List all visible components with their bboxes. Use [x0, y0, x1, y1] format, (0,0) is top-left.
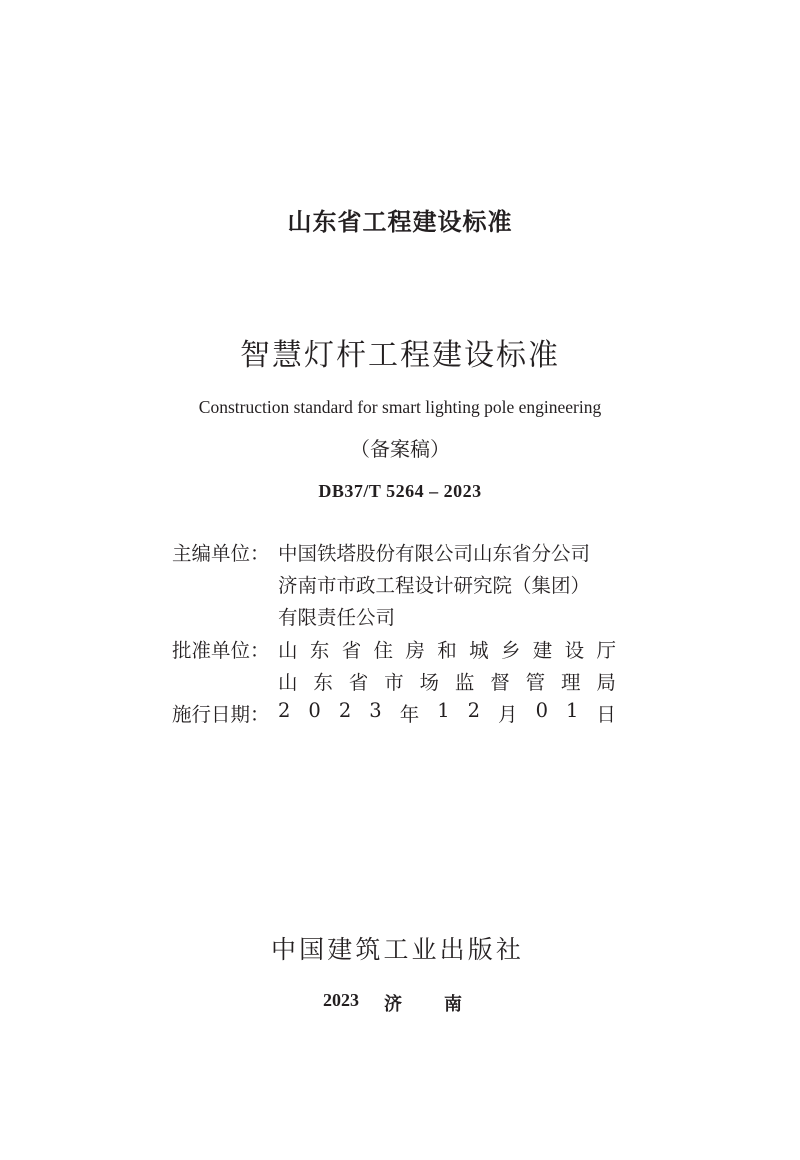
character: 2	[467, 699, 481, 722]
document-title: 智慧灯杆工程建设标准	[240, 338, 560, 373]
character: 房	[405, 639, 425, 662]
character: 1	[565, 699, 579, 722]
effective-date-label: 施行日期：	[172, 703, 270, 726]
character: 出	[439, 935, 465, 964]
approver-line	[278, 667, 616, 695]
character: 2	[278, 699, 291, 722]
character: 东	[313, 671, 333, 694]
character: 版	[467, 935, 493, 964]
approver-label: 批准单位：	[172, 639, 270, 662]
character: 工	[383, 935, 409, 964]
editor-label: 主编单位：	[172, 542, 270, 565]
draft-note: （备案稿）	[350, 437, 450, 461]
standard-code: DB37/T 5264 – 2023	[318, 481, 482, 501]
character: 场	[419, 671, 440, 694]
character: 筑	[355, 935, 381, 964]
character: 设	[564, 639, 585, 662]
imprint-city-char: 济	[384, 994, 402, 1014]
character: 山	[278, 639, 298, 662]
approver-line	[278, 635, 616, 663]
character: 省	[348, 671, 369, 694]
character: 城	[469, 639, 489, 662]
character: 建	[327, 935, 353, 964]
character: 0	[535, 699, 548, 722]
character: 和	[437, 639, 457, 662]
imprint-year: 2023	[323, 990, 359, 1010]
character: 业	[411, 935, 437, 964]
character: 督	[490, 671, 510, 694]
editor-line: 有限责任公司	[278, 606, 396, 629]
character: 3	[369, 699, 382, 722]
standard-series: 山东省工程建设标准	[287, 208, 513, 236]
character: 月	[498, 703, 518, 726]
publisher	[271, 930, 521, 966]
character: 监	[454, 671, 475, 694]
character: 1	[437, 699, 450, 722]
character: 东	[309, 639, 330, 662]
imprint-city-char: 南	[444, 994, 462, 1014]
character: 中	[271, 935, 297, 964]
character: 管	[525, 671, 546, 694]
character: 理	[561, 671, 581, 694]
character: 厅	[596, 639, 616, 662]
english-title: Construction standard for smart lighting pole engineering	[198, 397, 602, 417]
character: 山	[278, 671, 298, 694]
character: 日	[596, 703, 616, 726]
character: 市	[384, 671, 404, 694]
character: 0	[308, 699, 321, 722]
character: 住	[373, 639, 394, 662]
editor-line: 济南市市政工程设计研究院（集团）	[278, 574, 591, 597]
character: 国	[299, 935, 325, 964]
effective-date	[278, 699, 616, 727]
character: 建	[532, 639, 553, 662]
editor-line: 中国铁塔股份有限公司山东省分公司	[278, 542, 591, 565]
character: 局	[596, 671, 616, 694]
character: 乡	[500, 639, 521, 662]
character: 年	[399, 703, 420, 726]
character: 2	[338, 699, 352, 722]
character: 省	[341, 639, 362, 662]
character: 社	[495, 935, 521, 964]
